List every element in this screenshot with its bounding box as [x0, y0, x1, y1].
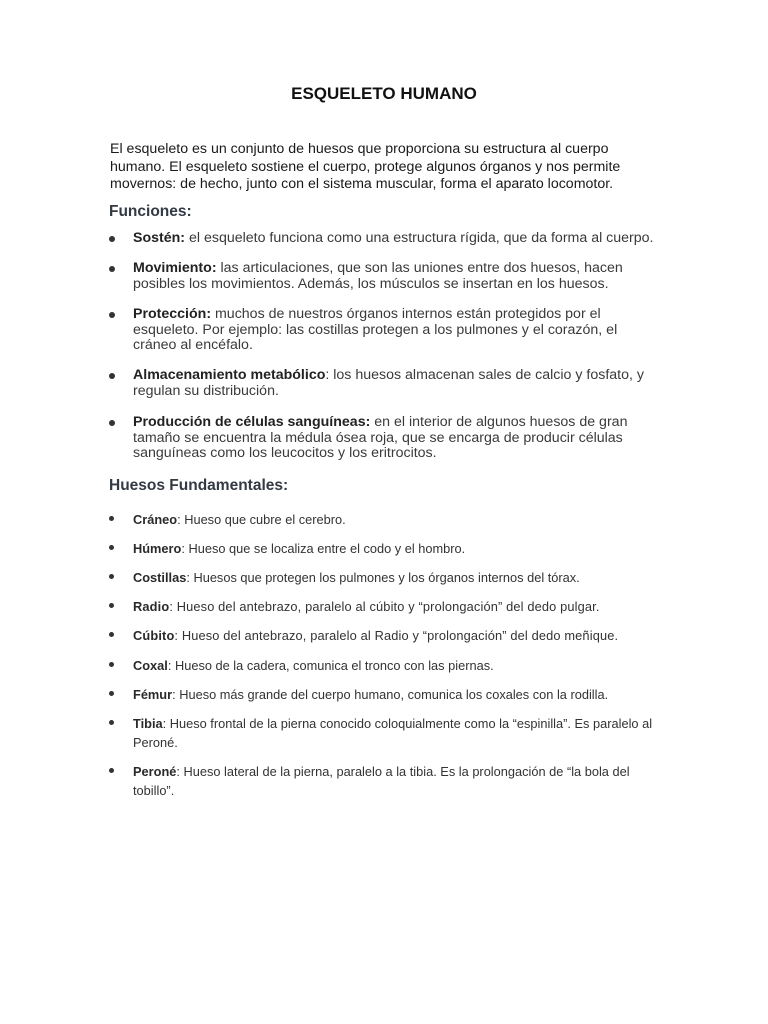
item-label: Cúbito	[133, 628, 175, 643]
huesos-heading: Huesos Fundamentales:	[109, 477, 289, 494]
item-label: Cráneo	[133, 512, 178, 527]
item-label: Sostén:	[133, 230, 186, 246]
item-label: Costillas	[133, 570, 187, 585]
item-text: : Hueso de la cadera, comunica el tronco con las piernas.	[167, 658, 494, 673]
bullet-icon	[109, 516, 114, 521]
item-text: : Hueso más grande del cuerpo humano, comunica los coxales con la rodilla.	[172, 687, 609, 702]
item-label: Producción de células sanguíneas:	[133, 414, 371, 430]
item-label: Húmero	[133, 541, 182, 556]
item-text: muchos de nuestros órganos internos están protegidos por el esqueleto. Por ejemplo: las costillas protegen a los pulmones y el corazón, el cráneo al encéfalo.	[133, 306, 618, 354]
bullet-icon	[109, 373, 115, 379]
bullet-icon	[109, 662, 114, 667]
item-label: Almacenamiento metabólico	[133, 367, 326, 383]
item-text: : Hueso frontal de la pierna conocido coloquialmente como la “espinilla”. Es paralelo al Peroné.	[133, 716, 653, 750]
item-label: Radio	[133, 599, 170, 614]
item-text: : Hueso que se localiza entre el codo y el hombro.	[181, 541, 466, 556]
item-text: : los huesos almacenan sales de calcio y fosfato, y regulan su distribución.	[133, 367, 644, 399]
item-text: el esqueleto funciona como una estructura rígida, que da forma al cuerpo.	[185, 230, 654, 246]
funciones-heading: Funciones:	[109, 203, 192, 220]
item-text: : Hueso del antebrazo, paralelo al Radio y “prolongación” del dedo meñique.	[174, 628, 619, 643]
item-text: las articulaciones, que son las uniones entre dos huesos, hacen posibles los movimientos. Además, los músculos se insertan en los huesos.	[133, 260, 623, 292]
document-title: ESQUELETO HUMANO	[291, 84, 477, 103]
bullet-icon	[109, 420, 115, 426]
item-text: en el interior de algunos huesos de gran tamaño se encuentra la médula ósea roja, que se encarga de producir células sanguíneas como los leucocitos y los eritrocitos.	[133, 414, 628, 462]
bullet-icon	[109, 312, 115, 318]
item-label: Tibia	[133, 716, 163, 731]
bullet-icon	[109, 545, 114, 550]
item-label: Coxal	[133, 658, 168, 673]
item-text: : Hueso del antebrazo, paralelo al cúbito y “prolongación” del dedo pulgar.	[169, 599, 600, 614]
item-text: : Hueso lateral de la pierna, paralelo a la tibia. Es la prolongación de “la bola del tobillo”.	[133, 764, 630, 798]
bullet-icon	[109, 632, 114, 637]
bullet-icon	[109, 768, 114, 773]
bullet-icon	[109, 574, 114, 579]
item-text: : Hueso que cubre el cerebro.	[177, 512, 346, 527]
item-text: : Huesos que protegen los pulmones y los órganos internos del tórax.	[186, 570, 580, 585]
bullet-icon	[109, 236, 115, 242]
item-label: Movimiento:	[133, 260, 217, 276]
item-label: Fémur	[133, 687, 173, 702]
bullet-icon	[109, 603, 114, 608]
item-label: Peroné	[133, 764, 177, 779]
bullet-icon	[109, 691, 114, 696]
intro-paragraph: El esqueleto es un conjunto de huesos que proporciona su estructura al cuerpo humano. El esqueleto sostiene el cuerpo, protege algunos órganos y nos permite movernos: de hecho, junto con el sistema muscular, forma el aparato locomotor.	[110, 141, 621, 192]
bullet-icon	[109, 720, 114, 725]
bullet-icon	[109, 266, 115, 272]
item-label: Protección:	[133, 306, 212, 322]
